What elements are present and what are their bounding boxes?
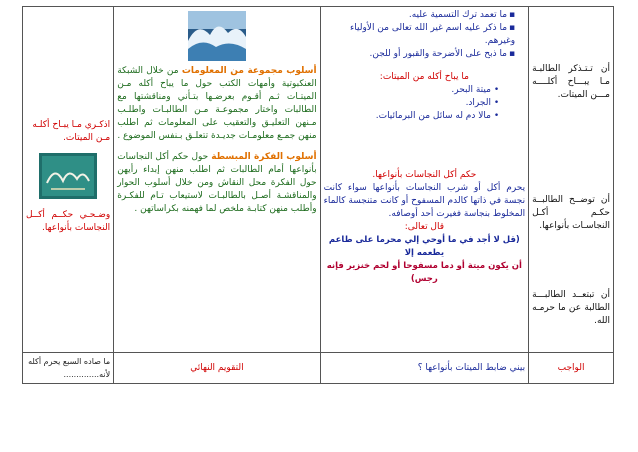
list-item: • مالا دم له سائل من البرمائيات. [324, 110, 500, 123]
methods-cell [114, 7, 320, 353]
impurities-text: يحرم أكل أو شرب النجاسات بأنواعها سواء كانت نجسة في ذاتها كالدم المسفوح أو كانت متنجسة كالماء المخلوط بنجاسة فغيرت أحد أوصافه. [323, 183, 526, 219]
main-row [23, 7, 614, 353]
footer-row [23, 353, 614, 384]
list-item: ▪ ما تعمد ترك التسمية عليه. [324, 9, 516, 22]
list-item: ▪ ما ذكر عليه اسم غير الله تعالى من الأولياء وغيرهم. [324, 22, 516, 48]
eval-question-1: اذكـري مـا يبـاح أكلـه مـن الميتات. [32, 120, 111, 143]
verse-line-1: (قل لا أجد في ما أوحي إلي محرما على طاعم يطعمه إلا [328, 235, 520, 258]
sea-waves-image [188, 11, 246, 61]
goal-2: أن توضــح الطالبــة حكـم أكـل النجاسـات بأنواعها. [532, 195, 610, 231]
final-eval-text: ما صاده السبع يحرم أكله لأنه.............. [23, 353, 114, 384]
method-2-title: أسلوب الفكرة المبسطة [211, 152, 317, 162]
lesson-plan-table [22, 6, 614, 384]
evaluation-cell [23, 7, 114, 353]
method-1-title: أسلوب مجموعة من المعلومات [181, 66, 317, 76]
goal-3: أن تبتعــد الطالبـــة الطالبة عن ما حرمـه الله. [532, 290, 610, 326]
eval-question-2: وضـحـي حكــم أكــل النجاسات بأنواعها. [26, 210, 111, 233]
list-item: • الجراد. [324, 97, 500, 110]
content-cell [320, 7, 529, 353]
homework-text: بيني ضابط الميتات بأنواعها ؟ [320, 353, 529, 384]
final-eval-label: التقويم النهائي [114, 353, 320, 384]
impurities-heading: حكم أكل النجاسات بأنواعها. [372, 170, 477, 180]
goals-cell [529, 7, 614, 353]
method-1-text: من خلال الشبكة العنكبوتية وأمهات الكتب حول ما يباح أكله مـن الميتـات ثـم أقـوم بعرضـها بتـأني ومناقشتها مع الطالبات واختار مجموعـة مـن الطالبـات واطلـب مـنهن التعليـق والتعقيب على المعلومات ثم اطلب منهن جمـع معلومـات جديـدة تتعلـق بـنفس الموضوع . [117, 66, 317, 141]
list-item: ▪ ما ذبح على الأضرحة والقبور أو للجن. [324, 48, 516, 61]
homework-label: الواجب [529, 353, 614, 384]
method-block-2 [117, 151, 316, 216]
method-block-1 [117, 65, 316, 143]
lesson-plan-sheet [22, 6, 614, 384]
list-item: • ميتة البحر. [324, 84, 500, 97]
calligraphy-image [39, 153, 97, 199]
method-2-text: حول حكم أكل النجاسات بأنواعها أمام الطالبات ثم اطلب منهن إبداء رأيهن حول الفكرة محل النقاش ومن خلال أسلوب الحوار والمناقشـة أصـل بالطالبـات لاستيعاب تـام للفكـرة وأطلب منهن كتابـة ملخص لما فهمنه بكراساتهن . [117, 152, 317, 214]
goal-1: أن تـتـذكر الطالبـة مـا يبـــاح أكلــــه مـــن الميتات. [532, 64, 610, 100]
quote-label: قال تعالى: [404, 222, 445, 232]
forbidden-list [324, 9, 526, 61]
verse-line-2: أن يكون ميتة أو دما مسفوحا أو لحم خنزير فإنه رجس) [326, 261, 522, 284]
permitted-heading: ما يباح أكله من الميتات: [379, 72, 469, 82]
